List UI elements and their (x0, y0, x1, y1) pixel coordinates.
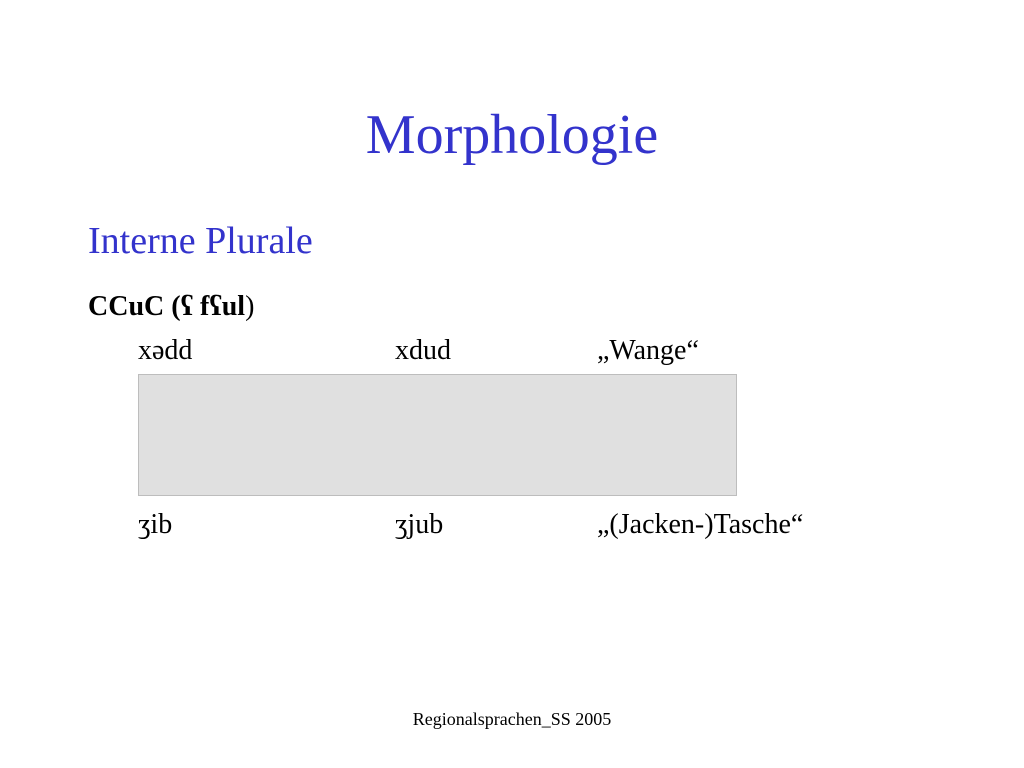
slide-subtitle: Interne Plurale (88, 220, 313, 262)
plural-cell: ʒjub (395, 509, 444, 540)
pattern-heading (88, 290, 254, 324)
slide-footer: Regionalsprachen_SS 2005 (412, 709, 612, 729)
singular-cell: ʒib (138, 509, 173, 540)
singular-cell: xədd (138, 335, 193, 366)
table-row (0, 334, 1024, 374)
gloss-cell: „(Jacken-)Tasche“ (597, 509, 804, 540)
slide-title: Morphologie (365, 104, 659, 166)
gloss-cell: „Wange“ (597, 335, 699, 366)
plural-cell: xdud (395, 335, 451, 366)
pattern-paren: ) (245, 291, 255, 322)
table-row (0, 508, 1024, 548)
pattern-text: CCuC (ʕ fʕul (88, 291, 246, 322)
